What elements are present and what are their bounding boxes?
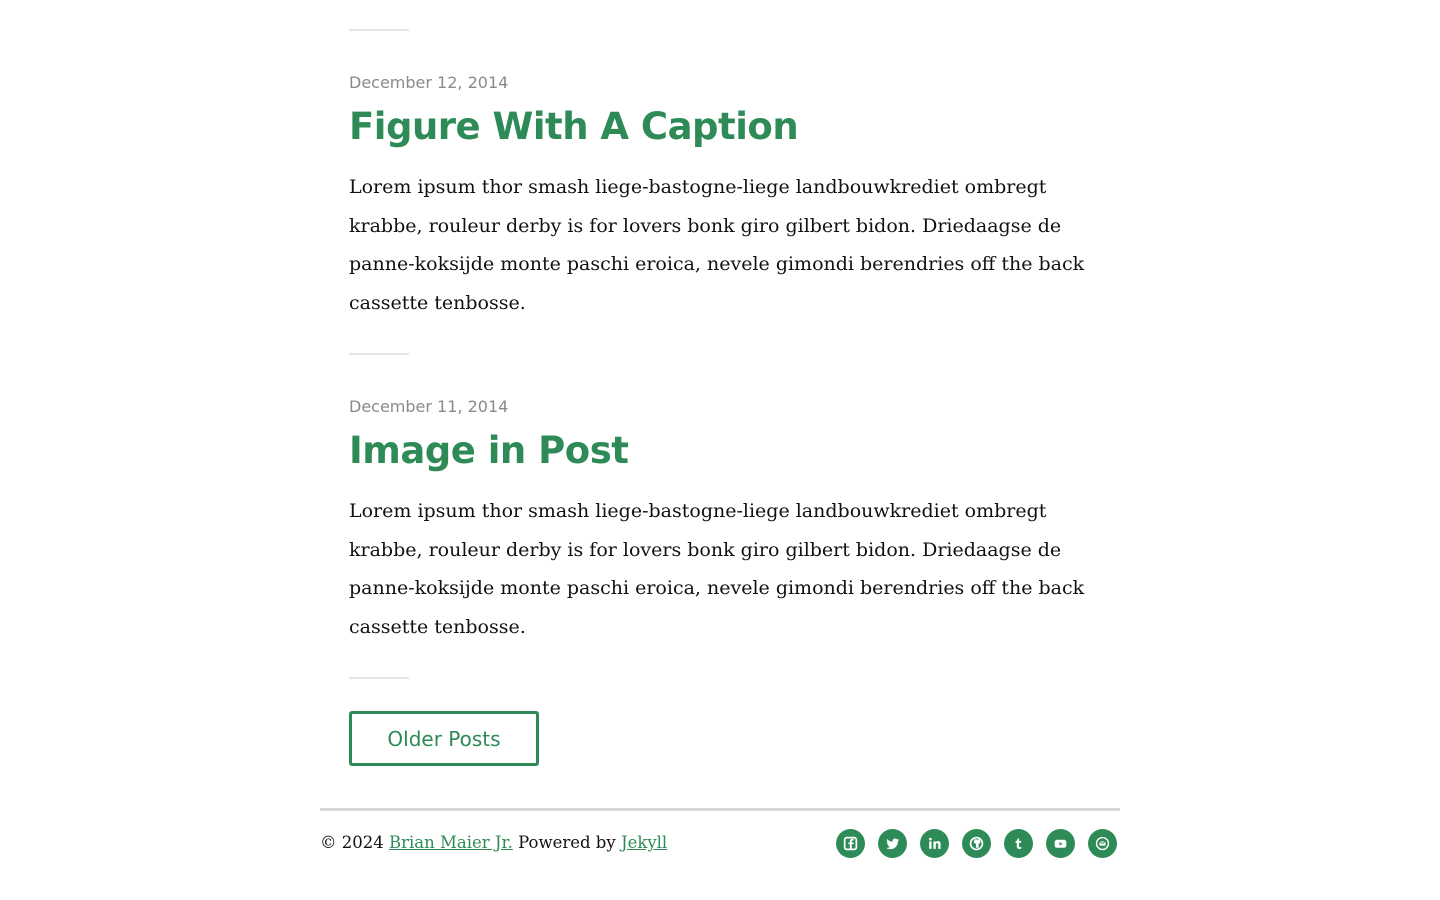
- post-divider: [349, 353, 409, 355]
- post-title-link[interactable]: Figure With A Caption: [349, 105, 799, 148]
- author-link[interactable]: Brian Maier Jr.: [389, 833, 513, 852]
- twitter-link[interactable]: [878, 829, 907, 858]
- post-date: December 11, 2014: [349, 397, 509, 416]
- email-icon: [1094, 835, 1111, 852]
- youtube-link[interactable]: [1046, 829, 1075, 858]
- post-excerpt: Lorem ipsum thor smash liege-bastogne-liege landbouwkrediet ombregt krabbe, rouleur derby is for lovers bonk giro gilbert bidon. Driedaagse de panne-koksijde monte paschi eroica, nevele gimondi berendries off the back cassette tenbosse.: [349, 176, 1085, 314]
- post-divider: [349, 677, 409, 679]
- footer-divider: [320, 808, 1120, 811]
- post-date: December 12, 2014: [349, 73, 509, 92]
- post-excerpt: Lorem ipsum thor smash liege-bastogne-liege landbouwkrediet ombregt krabbe, rouleur derby is for lovers bonk giro gilbert bidon. Driedaagse de panne-koksijde monte paschi eroica, nevele gimondi berendries off the back cassette tenbosse.: [349, 500, 1085, 638]
- older-posts-button[interactable]: Older Posts: [349, 711, 539, 766]
- github-link[interactable]: [962, 829, 991, 858]
- tumblr-link[interactable]: [1004, 829, 1033, 858]
- linkedin-icon: [926, 835, 943, 852]
- youtube-icon: [1052, 835, 1069, 852]
- linkedin-link[interactable]: [920, 829, 949, 858]
- post-divider: [349, 29, 409, 31]
- email-link[interactable]: [1088, 829, 1117, 858]
- footer-credits: [320, 831, 667, 855]
- copyright-text: © 2024: [320, 833, 384, 852]
- tumblr-icon: [1010, 835, 1027, 852]
- jekyll-link[interactable]: Jekyll: [620, 833, 668, 852]
- github-icon: [968, 835, 985, 852]
- facebook-icon: [842, 835, 859, 852]
- powered-by-text: Powered by: [518, 833, 616, 852]
- social-links: [836, 829, 1117, 858]
- twitter-icon: [884, 835, 901, 852]
- post-title-link[interactable]: Image in Post: [349, 429, 629, 472]
- facebook-link[interactable]: [836, 829, 865, 858]
